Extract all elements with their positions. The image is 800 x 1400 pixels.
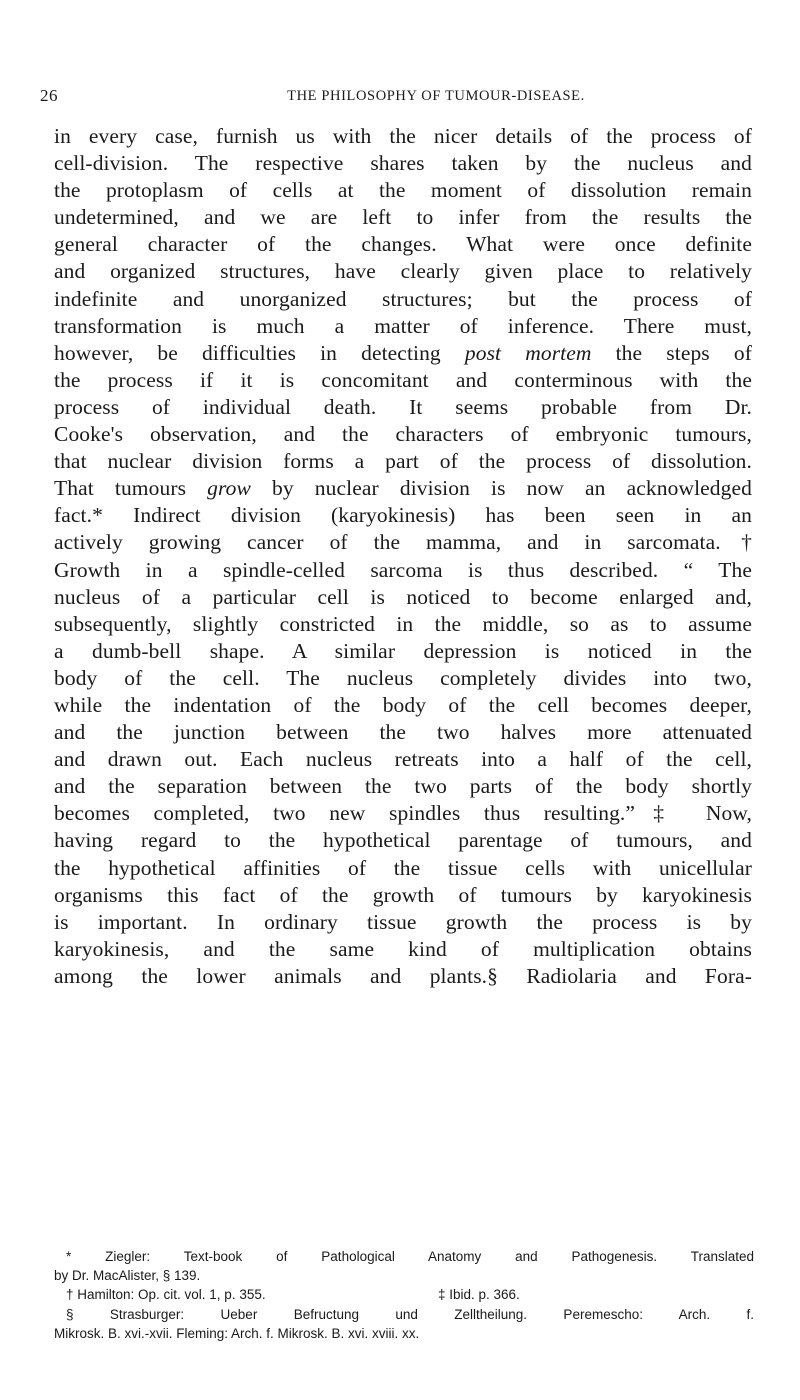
text-line: undetermined, and we are left to infer from the results the	[54, 205, 752, 230]
text-line: fact.* Indirect division (karyokinesis) has been seen in an	[54, 503, 752, 528]
text-line: the process if it is concomitant and conterminous with the	[54, 367, 752, 392]
text-line: and organized structures, have clearly given place to relatively	[54, 259, 752, 284]
text-line: is important. In ordinary tissue growth the process is by	[54, 909, 752, 934]
text-line: subsequently, slightly constricted in the middle, so as to assume	[54, 611, 752, 636]
text-line: becomes completed, two new spindles thus resulting.”‡ Now,	[54, 801, 752, 826]
text-line: having regard to the hypothetical parentage of tumours, and	[54, 828, 752, 853]
text-line: the protoplasm of cells at the moment of dissolution remain	[54, 178, 752, 203]
text-line: the hypothetical affinities of the tissue cells with unicellular	[54, 855, 752, 880]
footnote-ziegler-continued: by Dr. MacAlister, § 139.	[54, 1268, 201, 1284]
text-line: among the lower animals and plants.§ Radiolaria and Fora-	[54, 963, 752, 988]
page-number: 26	[40, 86, 58, 105]
text-line: karyokinesis, and the same kind of multiplication obtains	[54, 936, 752, 961]
text-line: however, be difficulties in detecting post mortem the steps of	[54, 340, 752, 365]
footnote-hamilton: † Hamilton: Op. cit. vol. 1, p. 355.	[66, 1287, 266, 1303]
text-line: Cooke's observation, and the characters of embryonic tumours,	[54, 422, 752, 447]
footnotes	[54, 1247, 754, 1343]
text-line: process of individual death. It seems probable from Dr.	[54, 394, 752, 419]
footnote-strasburger: § Strasburger: Ueber Befructung und Zelltheilung. Peremescho: Arch. f.	[66, 1306, 754, 1322]
text-line: actively growing cancer of the mamma, and in sarcomata.†	[54, 530, 752, 555]
text-line: transformation is much a matter of inference. There must,	[54, 313, 752, 338]
text-line: a dumb-bell shape. A similar depression is noticed in the	[54, 638, 752, 663]
footnote-strasburger-continued: Mikrosk. B. xvi.-xvii. Fleming: Arch. f. Mikrosk. B. xvi. xviii. xx.	[54, 1325, 420, 1341]
text-line: and the junction between the two halves more attenuated	[54, 720, 752, 745]
text-line: general character of the changes. What were once definite	[54, 232, 752, 257]
text-line: Growth in a spindle-celled sarcoma is thus described. “ The	[54, 557, 752, 582]
text-line: body of the cell. The nucleus completely divides into two,	[54, 665, 752, 690]
text-line: and the separation between the two parts of the body shortly	[54, 774, 752, 799]
body-text	[54, 123, 752, 990]
italic-term: post mortem	[464, 340, 592, 365]
text-line: indefinite and unorganized structures; but the process of	[54, 286, 752, 311]
text-line: and drawn out. Each nucleus retreats into a half of the cell,	[54, 747, 752, 772]
text-line: That tumours grow by nuclear division is now an acknowledged	[54, 476, 752, 501]
text-line: that nuclear division forms a part of the process of dissolution.	[54, 449, 752, 474]
text-line: in every case, furnish us with the nicer details of the process of	[54, 124, 752, 148]
footnote-ibid: ‡ Ibid. p. 366.	[438, 1287, 520, 1303]
text-line: nucleus of a particular cell is noticed to become enlarged and,	[54, 584, 752, 609]
text-line: while the indentation of the body of the cell becomes deeper,	[54, 692, 752, 717]
footnote-ziegler: * Ziegler: Text-book of Pathological Anatomy and Pathogenesis. Translated	[66, 1249, 754, 1264]
italic-term: grow	[207, 476, 251, 501]
text-line: cell-division. The respective shares taken by the nucleus and	[54, 151, 752, 176]
text-line: organisms this fact of the growth of tumours by karyokinesis	[54, 882, 752, 907]
page-header	[40, 86, 754, 116]
running-title: THE PHILOSOPHY OF TUMOUR-DISEASE.	[287, 88, 585, 104]
footnote-pair	[54, 1285, 754, 1304]
book-page	[40, 0, 754, 1400]
